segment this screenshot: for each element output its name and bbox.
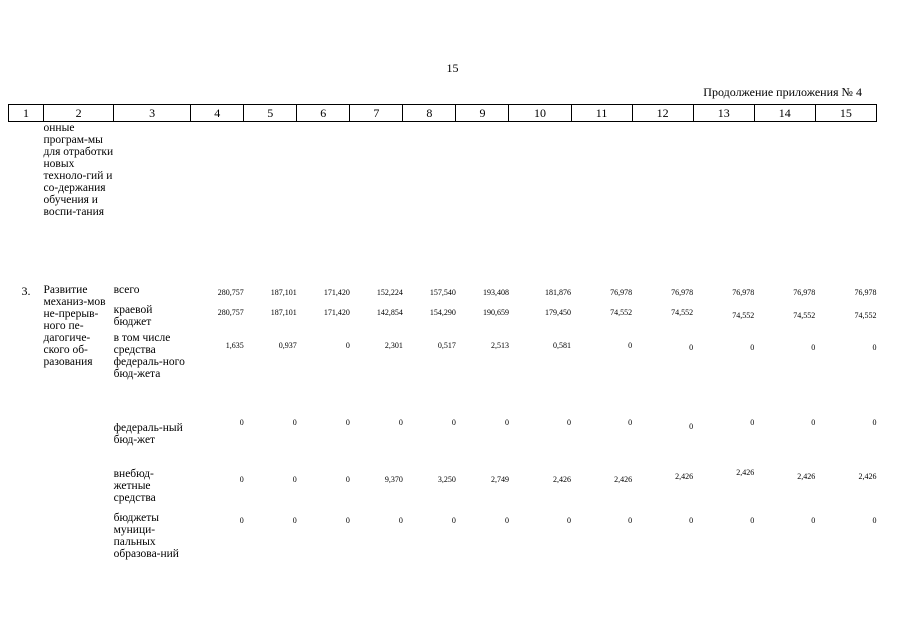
value-cell: 74,552: [793, 310, 816, 320]
value-cell: 0: [345, 515, 350, 525]
value-cell: 74,552: [610, 307, 633, 317]
header-cell: 10: [509, 105, 571, 122]
value-cell: 0: [239, 474, 244, 484]
value-cell: 0: [567, 417, 572, 427]
header-cell: 3: [114, 105, 191, 122]
value-cell: 0,937: [278, 340, 297, 350]
funding-label: всего: [113, 283, 140, 296]
value-cell: 0: [398, 515, 403, 525]
value-cell: 190,659: [482, 307, 509, 317]
value-cell: 152,224: [376, 287, 403, 297]
funding-row-total: [9, 284, 877, 304]
value-cell: 76,978: [610, 287, 633, 297]
value-cell: 142,854: [376, 307, 403, 317]
header-cell: 4: [191, 105, 244, 122]
header-cell: 6: [297, 105, 350, 122]
header-cell: 2: [44, 105, 114, 122]
header-cell: 13: [693, 105, 754, 122]
value-cell: 154,290: [429, 307, 456, 317]
value-cell: 0: [628, 515, 633, 525]
value-cell: 2,426: [675, 471, 694, 481]
value-cell: 76,978: [854, 287, 877, 297]
value-cell: 0: [451, 417, 456, 427]
item-number: 3.: [21, 283, 31, 298]
value-cell: 74,552: [671, 307, 694, 317]
value-cell: 0: [872, 342, 877, 352]
value-cell: 0: [689, 421, 694, 431]
value-cell: 0: [567, 515, 572, 525]
value-cell: 193,408: [482, 287, 509, 297]
funding-row-federal: [9, 418, 877, 468]
header-cell: 7: [350, 105, 403, 122]
value-cell: 2,426: [858, 471, 877, 481]
value-cell: 0: [689, 515, 694, 525]
value-cell: 76,978: [732, 287, 755, 297]
item-name: Развитие механиз-мов не-прерыв-ного пе-дагогиче-ского об-разования: [43, 283, 106, 368]
value-cell: 179,450: [545, 307, 572, 317]
value-cell: 280,757: [217, 307, 244, 317]
header-cell: 11: [571, 105, 632, 122]
header-cell: 14: [754, 105, 815, 122]
value-cell: 0: [292, 474, 297, 484]
value-cell: 0: [292, 515, 297, 525]
value-cell: 2,513: [490, 340, 509, 350]
continued-name-cell: онные програм-мы для отработки новых техноло-гий и со-держания обучения и воспи-тания: [43, 122, 114, 218]
value-cell: 0: [750, 417, 755, 427]
header-row: [9, 105, 877, 122]
value-cell: 181,876: [545, 287, 572, 297]
value-cell: 0: [239, 515, 244, 525]
value-cell: 0: [345, 417, 350, 427]
value-cell: 0: [292, 417, 297, 427]
value-cell: 0: [872, 417, 877, 427]
header-cell: 9: [456, 105, 509, 122]
continued-row: [9, 122, 877, 284]
funding-label: в том числе средства федераль-ного бюд-жета: [113, 331, 185, 380]
budget-table: [8, 104, 877, 578]
value-cell: 0: [750, 342, 755, 352]
value-cell: 0: [504, 515, 509, 525]
page-number: 15: [446, 61, 459, 75]
value-cell: 74,552: [854, 310, 877, 320]
value-cell: 0: [811, 515, 816, 525]
value-cell: 0: [689, 342, 694, 352]
value-cell: 0: [398, 417, 403, 427]
value-cell: 0,517: [437, 340, 456, 350]
value-cell: 0: [628, 417, 633, 427]
value-cell: 2,426: [553, 474, 572, 484]
funding-row-municipal: [9, 512, 877, 578]
funding-label: бюджеты муници-пальных образова-ний: [113, 511, 179, 560]
funding-row-regional: [9, 304, 877, 332]
funding-label: внебюд-жетные средства: [113, 467, 156, 504]
value-cell: 2,426: [736, 467, 755, 477]
value-cell: 171,420: [323, 307, 350, 317]
value-cell: 76,978: [671, 287, 694, 297]
funding-row-extrabudgetary: [9, 468, 877, 512]
value-cell: 2,426: [614, 474, 633, 484]
value-cell: 0: [345, 340, 350, 350]
value-cell: 76,978: [793, 287, 816, 297]
value-cell: 0: [628, 340, 633, 350]
funding-label: федераль-ный бюд-жет: [113, 421, 183, 446]
header-cell: 15: [815, 105, 876, 122]
value-cell: 0: [345, 474, 350, 484]
value-cell: 1,635: [225, 340, 244, 350]
value-cell: 0,581: [553, 340, 572, 350]
value-cell: 0: [872, 515, 877, 525]
header-cell: 1: [9, 105, 44, 122]
value-cell: 2,301: [384, 340, 403, 350]
value-cell: 157,540: [429, 287, 456, 297]
funding-row-federal-share: [9, 332, 877, 418]
value-cell: 0: [451, 515, 456, 525]
value-cell: 74,552: [732, 310, 755, 320]
header-cell: 5: [244, 105, 297, 122]
value-cell: 0: [239, 417, 244, 427]
value-cell: 0: [504, 417, 509, 427]
value-cell: 3,250: [437, 474, 456, 484]
value-cell: 2,426: [797, 471, 816, 481]
value-cell: 0: [811, 342, 816, 352]
value-cell: 187,101: [270, 287, 297, 297]
value-cell: 0: [811, 417, 816, 427]
continuation-label: Продолжение приложения № 4: [703, 85, 862, 99]
value-cell: 0: [750, 515, 755, 525]
value-cell: 171,420: [323, 287, 350, 297]
value-cell: 2,749: [490, 474, 509, 484]
value-cell: 280,757: [217, 287, 244, 297]
value-cell: 187,101: [270, 307, 297, 317]
value-cell: 9,370: [384, 474, 403, 484]
funding-label: краевой бюджет: [113, 303, 153, 328]
header-cell: 8: [403, 105, 456, 122]
header-cell: 12: [632, 105, 693, 122]
